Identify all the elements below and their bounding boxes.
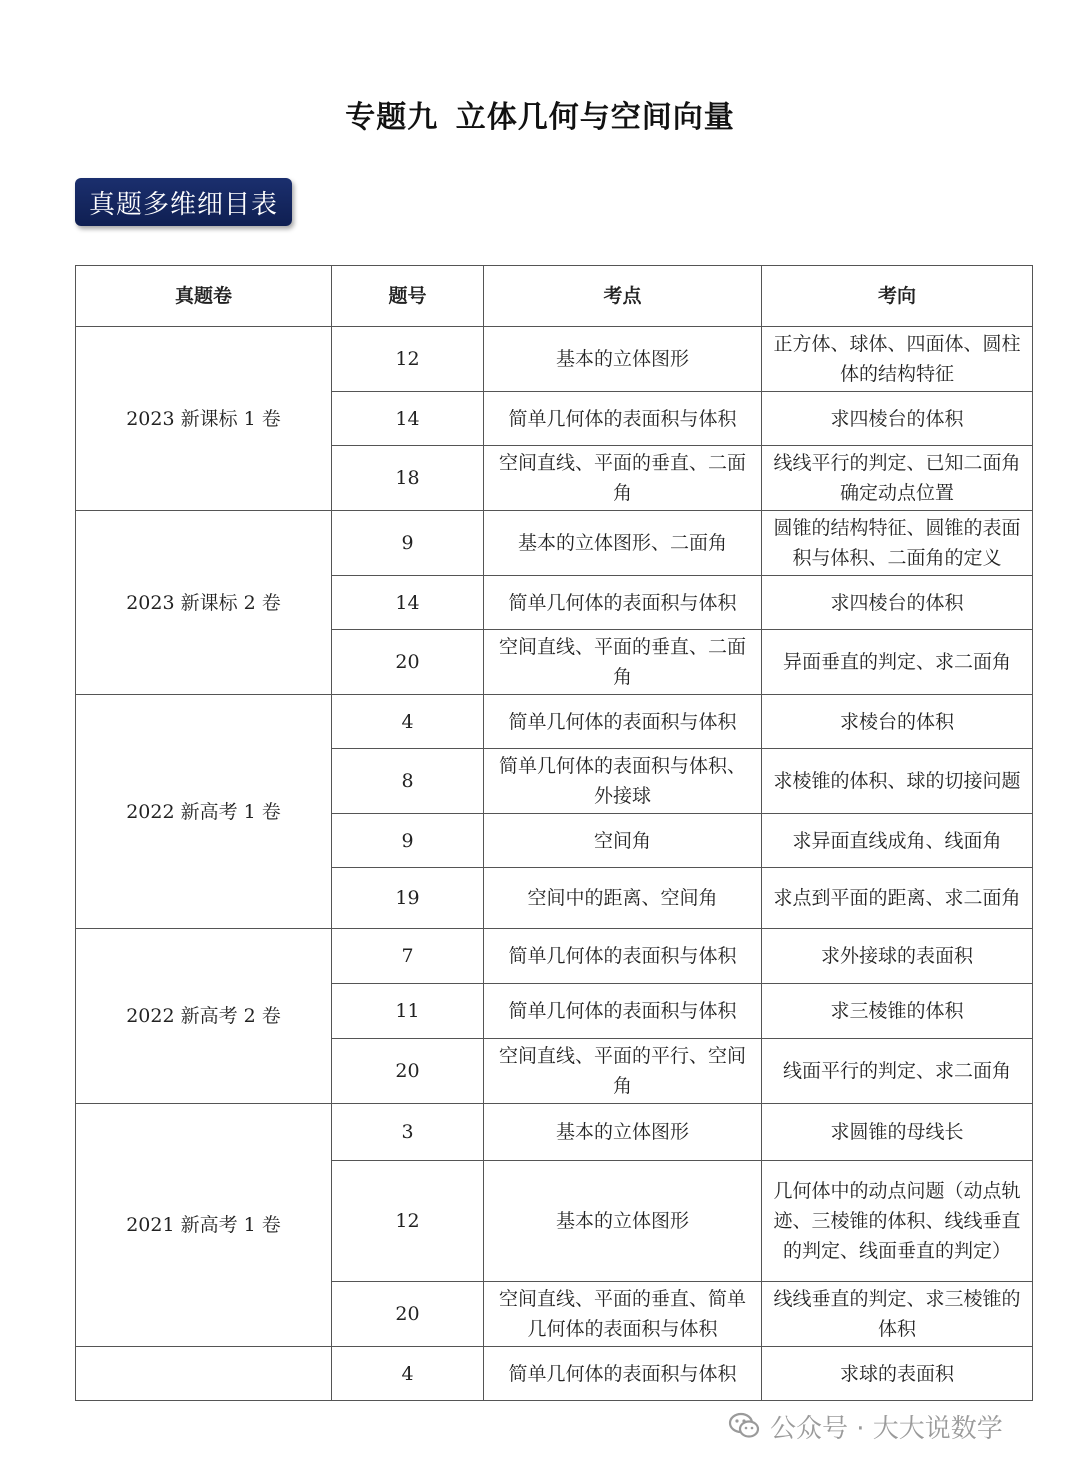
table-row [76, 695, 1033, 749]
number-cell: 7 [332, 929, 484, 984]
number-cell: 8 [332, 749, 484, 814]
number-cell: 11 [332, 984, 484, 1039]
point-cell: 基本的立体图形 [484, 327, 762, 392]
point-cell: 空间直线、平面的垂直、二面角 [484, 446, 762, 511]
point-cell: 简单几何体的表面积与体积 [484, 984, 762, 1039]
number-cell: 9 [332, 511, 484, 576]
direction-cell: 求异面直线成角、线面角 [762, 814, 1033, 868]
paper-cell: 2023 新课标 2 卷 [76, 511, 332, 695]
number-cell: 20 [332, 1282, 484, 1347]
point-cell: 简单几何体的表面积与体积 [484, 1347, 762, 1401]
number-cell: 4 [332, 1347, 484, 1401]
paper-cell: 2021 新高考 1 卷 [76, 1104, 332, 1347]
direction-cell: 求球的表面积 [762, 1347, 1033, 1401]
header-number: 题号 [332, 266, 484, 327]
direction-cell: 求三棱锥的体积 [762, 984, 1033, 1039]
direction-cell: 求外接球的表面积 [762, 929, 1033, 984]
number-cell: 12 [332, 1161, 484, 1282]
header-paper: 真题卷 [76, 266, 332, 327]
point-cell: 简单几何体的表面积与体积 [484, 695, 762, 749]
wechat-icon [728, 1410, 760, 1442]
number-cell: 14 [332, 392, 484, 446]
point-cell: 基本的立体图形、二面角 [484, 511, 762, 576]
direction-cell: 正方体、球体、四面体、圆柱体的结构特征 [762, 327, 1033, 392]
direction-cell: 线线平行的判定、已知二面角确定动点位置 [762, 446, 1033, 511]
table-header-row [76, 266, 1033, 327]
direction-cell: 求四棱台的体积 [762, 392, 1033, 446]
exam-topic-table [75, 265, 1033, 1401]
table-row [76, 929, 1033, 984]
point-cell: 简单几何体的表面积与体积、外接球 [484, 749, 762, 814]
number-cell: 18 [332, 446, 484, 511]
number-cell: 14 [332, 576, 484, 630]
section-tag: 真题多维细目表 [75, 178, 292, 226]
number-cell: 20 [332, 1039, 484, 1104]
direction-cell: 线面平行的判定、求二面角 [762, 1039, 1033, 1104]
table-row [76, 327, 1033, 392]
table-row [76, 1104, 1033, 1161]
paper-cell [76, 1347, 332, 1401]
number-cell: 19 [332, 868, 484, 929]
direction-cell: 求棱锥的体积、球的切接问题 [762, 749, 1033, 814]
paper-cell: 2023 新课标 1 卷 [76, 327, 332, 511]
point-cell: 空间直线、平面的垂直、简单几何体的表面积与体积 [484, 1282, 762, 1347]
watermark [728, 1404, 1003, 1448]
direction-cell: 线线垂直的判定、求三棱锥的体积 [762, 1282, 1033, 1347]
watermark-text: 公众号 · 大大说数学 [770, 1413, 1003, 1444]
number-cell: 9 [332, 814, 484, 868]
number-cell: 3 [332, 1104, 484, 1161]
point-cell: 空间直线、平面的平行、空间角 [484, 1039, 762, 1104]
point-cell: 空间中的距离、空间角 [484, 868, 762, 929]
point-cell: 基本的立体图形 [484, 1104, 762, 1161]
point-cell: 基本的立体图形 [484, 1161, 762, 1282]
direction-cell: 求棱台的体积 [762, 695, 1033, 749]
point-cell: 空间角 [484, 814, 762, 868]
page-title: 专题九 立体几何与空间向量 [345, 100, 735, 135]
direction-cell: 求点到平面的距离、求二面角 [762, 868, 1033, 929]
number-cell: 12 [332, 327, 484, 392]
point-cell: 简单几何体的表面积与体积 [484, 576, 762, 630]
direction-cell: 异面垂直的判定、求二面角 [762, 630, 1033, 695]
point-cell: 简单几何体的表面积与体积 [484, 392, 762, 446]
header-point: 考点 [484, 266, 762, 327]
point-cell: 空间直线、平面的垂直、二面角 [484, 630, 762, 695]
paper-cell: 2022 新高考 1 卷 [76, 695, 332, 929]
table-row [76, 511, 1033, 576]
number-cell: 20 [332, 630, 484, 695]
header-direction: 考向 [762, 266, 1033, 327]
direction-cell: 求圆锥的母线长 [762, 1104, 1033, 1161]
direction-cell: 圆锥的结构特征、圆锥的表面积与体积、二面角的定义 [762, 511, 1033, 576]
paper-cell: 2022 新高考 2 卷 [76, 929, 332, 1104]
table-row [76, 1347, 1033, 1401]
point-cell: 简单几何体的表面积与体积 [484, 929, 762, 984]
direction-cell: 几何体中的动点问题（动点轨迹、三棱锥的体积、线线垂直的判定、线面垂直的判定） [762, 1161, 1033, 1282]
number-cell: 4 [332, 695, 484, 749]
direction-cell: 求四棱台的体积 [762, 576, 1033, 630]
